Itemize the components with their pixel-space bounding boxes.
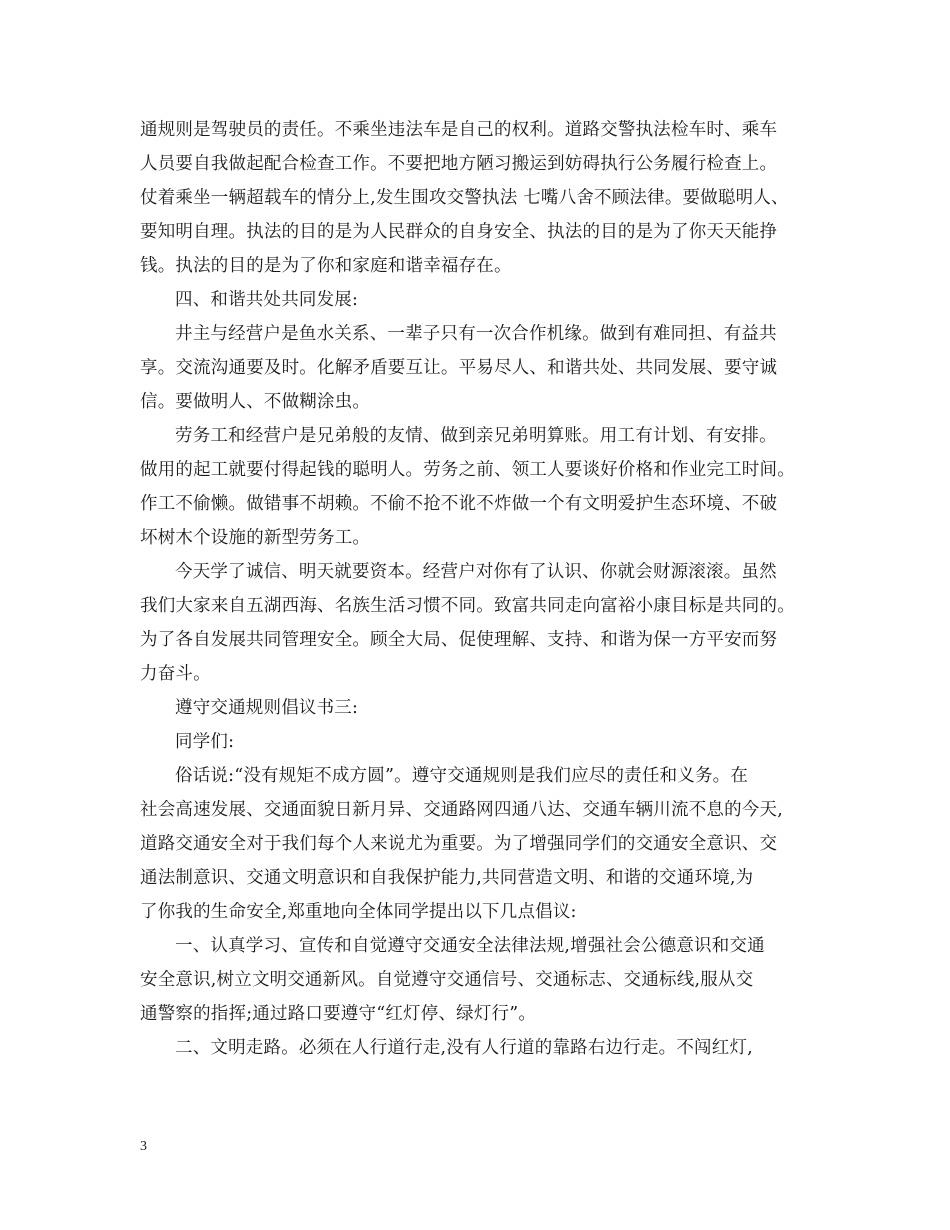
text-line: 我们大家来自五湖西海、名族生活习惯不同。致富共同走向富裕小康目标是共同的。 <box>140 596 795 616</box>
text-line: 遵守交通规则倡议书三: <box>175 698 359 718</box>
text-line: 钱。执法的目的是为了你和家庭和谐幸福存在。 <box>140 256 512 276</box>
text-line: 通规则是驾驶员的责任。不乘坐违法车是自己的权利。道路交警执法检车时、乘车 <box>140 120 778 140</box>
text-line: 坏树木个设施的新型劳务工。 <box>140 528 371 548</box>
text-line: 二、文明走路。必须在人行道行走,没有人行道的靠路右边行走。不闯红灯, <box>175 1038 753 1058</box>
text-line: 力奋斗。 <box>140 664 211 684</box>
text-line: 四、和谐共处共同发展: <box>175 290 359 310</box>
text-line: 社会高速发展、交通面貌日新月异、交通路网四通八达、交通车辆川流不息的今天, <box>140 800 783 820</box>
text-line: 信。要做明人、不做糊涂虫。 <box>140 392 371 412</box>
text-line: 安全意识,树立文明交通新风。自觉遵守交通信号、交通标志、交通标线,服从交 <box>140 970 754 990</box>
text-line: 今天学了诚信、明天就要资本。经营户对你有了认识、你就会财源滚滚。虽然 <box>175 562 777 582</box>
text-line: 要知明自理。执法的目的是为人民群众的自身安全、执法的目的是为了你天天能挣 <box>140 222 778 242</box>
text-line: 了你我的生命安全,郑重地向全体同学提出以下几点倡议: <box>140 902 577 922</box>
text-line: 同学们: <box>175 732 235 752</box>
text-line: 为了各自发展共同管理安全。顾全大局、促使理解、支持、和谐为保一方平安而努 <box>140 630 778 650</box>
text-line: 通警察的指挥;通过路口要遵守“红灯停、绿灯行”。 <box>140 1004 537 1024</box>
text-line: 仗着乘坐一辆超载车的情分上,发生围攻交警执法 七嘴八舍不顾法律。要做聪明人、 <box>140 188 789 208</box>
page-number: 3 <box>140 1139 147 1154</box>
text-line: 一、认真学习、宣传和自觉遵守交通安全法律法规,增强社会公德意识和交通 <box>175 936 765 956</box>
text-line: 做用的起工就要付得起钱的聪明人。劳务之前、领工人要谈好价格和作业完工时间。 <box>140 460 795 480</box>
text-line: 劳务工和经营户是兄弟般的友情、做到亲兄弟明算账。用工有计划、有安排。 <box>175 426 777 446</box>
text-line: 作工不偷懒。做错事不胡赖。不偷不抢不讹不炸做一个有文明爱护生态环境、不破 <box>140 494 778 514</box>
text-line: 井主与经营户是鱼水关系、一辈子只有一次合作机缘。做到有难同担、有益共 <box>175 324 777 344</box>
text-line: 通法制意识、交通文明意识和自我保护能力,共同营造文明、和谐的交通环境,为 <box>140 868 754 888</box>
text-line: 人员要自我做起配合检查工作。不要把地方陋习搬运到妨碍执行公务履行检查上。 <box>140 154 778 174</box>
document-body <box>140 113 830 1065</box>
text-line: 俗话说:“没有规矩不成方圆”。遵守交通规则是我们应尽的责任和义务。在 <box>175 766 749 786</box>
text-line: 道路交通安全对于我们每个人来说尤为重要。为了增强同学们的交通安全意识、交 <box>140 834 778 854</box>
text-line: 享。交流沟通要及时。化解矛盾要互让。平易尽人、和谐共处、共同发展、要守诚 <box>140 358 778 378</box>
